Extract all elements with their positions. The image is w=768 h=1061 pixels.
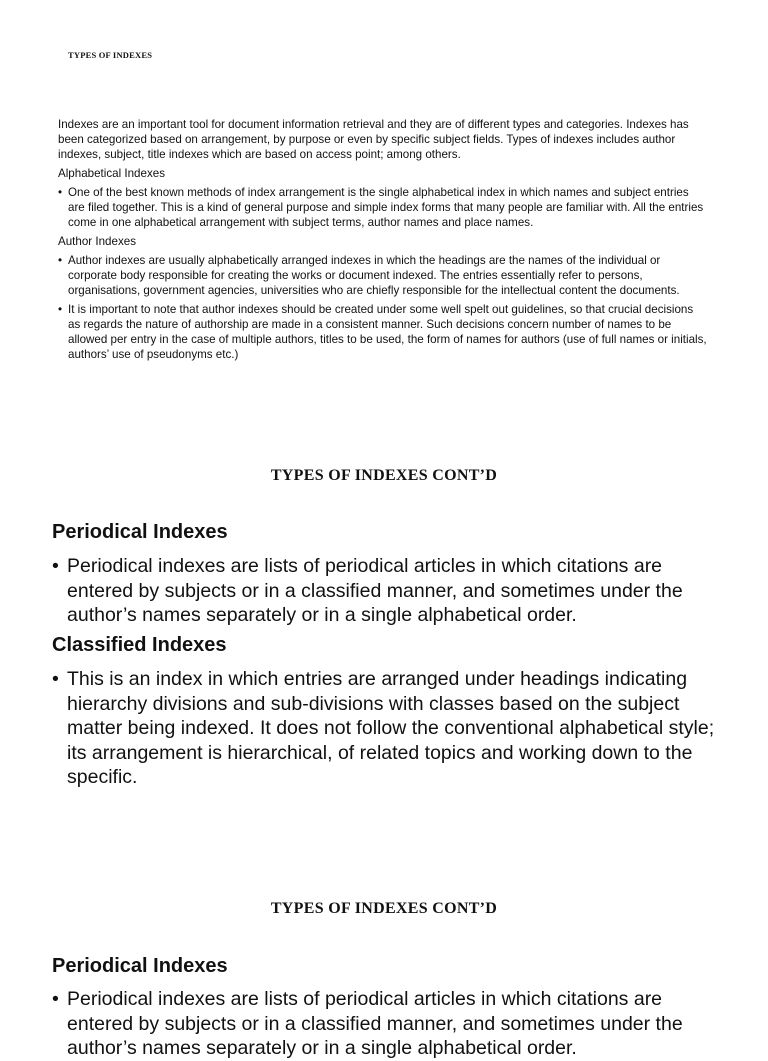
bullet-icon: • [52, 988, 59, 1010]
bullet-icon: • [58, 303, 63, 316]
periodical-bullet-text: Periodical indexes are lists of periodical articles in which citations are entered by subjects or in a classified manner, and sometimes under the author’s names separately or in a single alphabetical order. [67, 988, 683, 1059]
bullet-icon: • [52, 555, 59, 577]
slide-1-body [58, 117, 708, 366]
classified-indexes-heading: Classified Indexes [52, 634, 227, 656]
classified-bullet-text: This is an index in which entries are arranged under headings indicating hierarchy divisions and sub-divisions with classes based on the subject matter being indexed. It does not follow the conventional alphabetical style; its arrangement is hierarchical, of related topics and working down to the specific. [67, 668, 715, 788]
bullet-icon: • [52, 668, 59, 690]
bullet-icon: • [58, 186, 63, 199]
intro-paragraph: Indexes are an important tool for document information retrieval and they are of different types and categories. Indexes has been categorized based on arrangement, by purpose or even by specific subject fields. Types of indexes includes author indexes, subject, title indexes which are based on access point; among others. [58, 118, 689, 161]
author-indexes-heading: Author Indexes [58, 235, 136, 248]
bullet-icon: • [58, 254, 63, 267]
slide-3-title: TYPES OF INDEXES CONT’D [270, 900, 498, 917]
alphabetical-bullet-text: One of the best known methods of index arrangement is the single alphabetical index in which names and subject entries are filed together. This is a kind of general purpose and simple index forms that many people are familiar with. All the entries come in one alphabetical arrangement with subject terms, author names and place names. [68, 186, 704, 229]
list-item [58, 185, 708, 230]
author-bullet-2-text: It is important to note that author indexes should be created under some well spelt out guidelines, so that crucial decisions as regards the nature of authorship are made in a consistent manner. Such decisions concern number of names to be allowed per entry in the case of multiple authors, titles to be used, the form of names for authors (use of full names or initials, authors’ use of pseudonyms etc.) [68, 303, 707, 361]
periodical-indexes-heading: Periodical Indexes [52, 521, 228, 543]
list-item [52, 554, 732, 628]
alphabetical-indexes-heading: Alphabetical Indexes [58, 167, 165, 180]
slide-2-title: TYPES OF INDEXES CONT’D [270, 467, 498, 484]
author-bullet-1-text: Author indexes are usually alphabetically arranged indexes in which the headings are the names of the individual or corporate body responsible for creating the works or document indexed. The entries essentially refer to persons, organisations, government agencies, universities who are chiefly responsible for the intellectual content the documents. [68, 254, 680, 297]
periodical-bullet-text: Periodical indexes are lists of periodical articles in which citations are entered by subjects or in a classified manner, and sometimes under the author’s names separately or in a single alphabetical order. [67, 555, 683, 626]
periodical-indexes-heading: Periodical Indexes [52, 955, 228, 977]
list-item [58, 302, 708, 362]
slide-1-title: TYPES OF INDEXES [68, 50, 153, 60]
list-item [58, 253, 708, 298]
list-item [52, 667, 732, 790]
